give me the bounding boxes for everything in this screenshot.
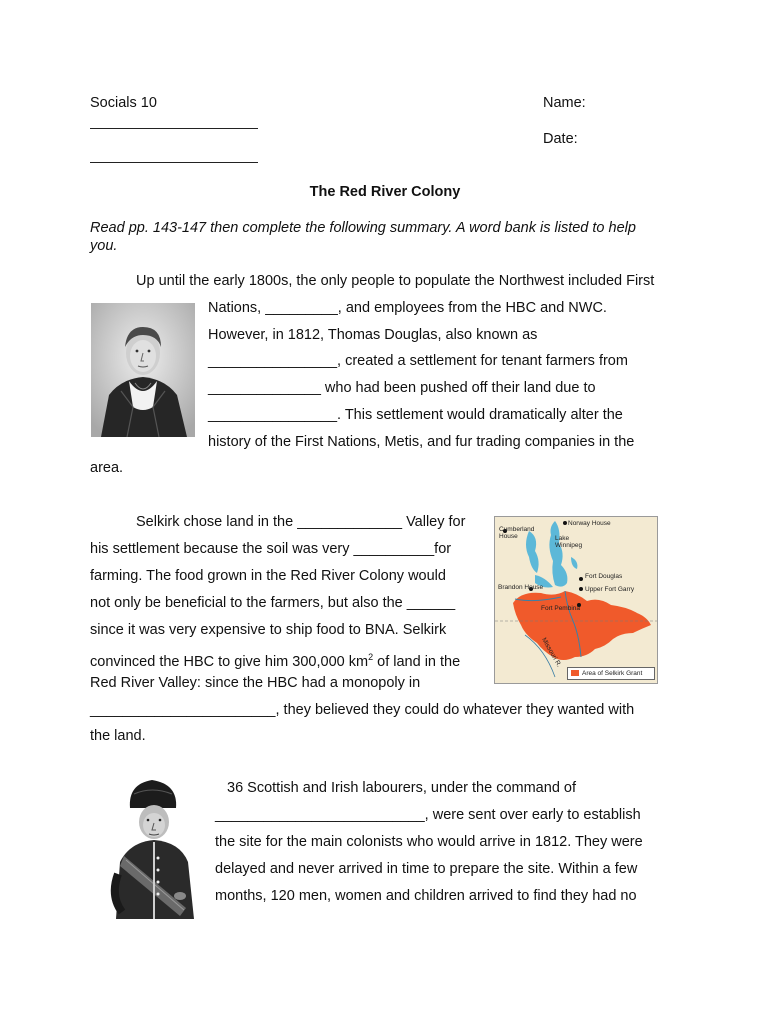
map-label-lake-winnipeg: Lake Winnipeg [555,535,583,549]
para3-line-4: delayed and never arrived in time to prepare the site. Within a few [215,861,638,877]
map-label-brandon: Brandon House [498,584,544,591]
selkirk-grant-map [494,516,658,684]
para3-line-1: 36 Scottish and Irish labourers, under the command of [227,780,576,796]
map-label-cumberland: Cumberland House [499,526,535,540]
instructions-line-1: Read pp. 143-147 then complete the following summary. A word bank is listed to help [90,220,636,236]
course-label: Socials 10 [90,95,157,111]
para1-line-5: ______________ who had been pushed off their land due to [208,380,596,396]
date-label: Date: [543,131,578,147]
name-label: Name: [543,95,586,111]
map-label-fort-pembina: Fort Pembina [541,605,581,612]
portrait-illustration [91,303,195,437]
para2-line-3: farming. The food grown in the Red River Colony would [90,568,446,584]
officer-illustration [100,778,204,919]
para2-line-2: his settlement because the soil was very __________for [90,541,452,557]
para2-line-7: Red River Valley: since the HBC had a monopoly in [90,675,421,691]
para3-line-5: months, 120 men, women and children arrived to find they had no [215,888,637,904]
para1-line-8: area. [90,460,124,476]
map-label-upper-fort-garry: Upper Fort Garry [585,586,635,593]
para2-line-6-end: of land in the [377,653,461,670]
para3-line-3: the site for the main colonists who would arrive in 1812. They were [215,834,643,850]
para2-line-8: _______________________, they believed they could do whatever they wanted with [90,702,635,718]
map-legend [567,667,655,680]
instructions [90,219,680,255]
para1-line-3: However, in 1812, Thomas Douglas, also known as [208,327,538,343]
para3-line-2: __________________________, were sent over early to establish [215,807,641,823]
para1-line-1: Up until the early 1800s, the only people to populate the Northwest included First [136,273,655,289]
map-label-fort-douglas: Fort Douglas [585,573,623,580]
map-label-river: Missouri R. [540,636,563,669]
highland-officer-portrait [100,778,204,919]
para2-line-1: Selkirk chose land in the _____________ Valley for [136,514,466,530]
answer-line-1 [90,128,258,129]
instructions-line-2: you. [90,238,118,254]
para2-line-6-start: convinced the HBC to give him 300,000 km [90,653,369,670]
para1-line-4: ________________, created a settlement for tenant farmers from [208,353,628,369]
para2-line-6 [90,649,460,670]
para1-line-6: ________________. This settlement would dramatically alter the [208,407,623,423]
para2-line-9: the land. [90,728,146,744]
answer-line-2 [90,162,258,163]
page-title: The Red River Colony [309,184,461,200]
para1-line-2: Nations, _________, and employees from the HBC and NWC. [208,300,607,316]
map-label-norway: Norway House [568,520,611,527]
para1-line-7: history of the First Nations, Metis, and fur trading companies in the [208,434,635,450]
legend-swatch [571,670,579,676]
superscript-2: 2 [368,652,374,662]
para2-line-4: not only be beneficial to the farmers, but also the ______ [90,595,456,611]
legend-label: Area of Selkirk Grant [582,670,643,677]
thomas-douglas-portrait [91,303,195,437]
para2-line-5: since it was very expensive to ship food to BNA. Selkirk [90,622,447,638]
